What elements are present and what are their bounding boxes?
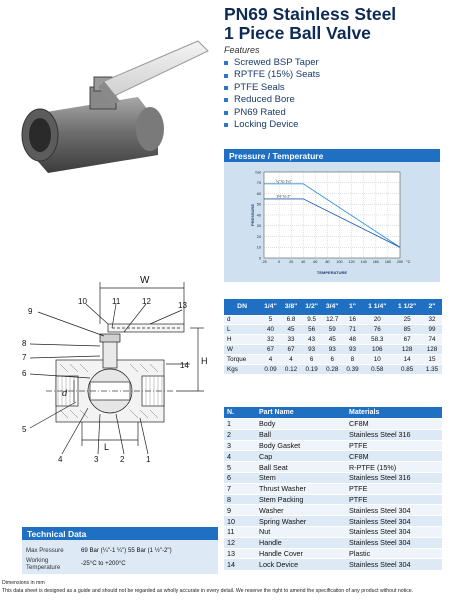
table-row: 12 Handle Stainless Steel 304 [224, 537, 442, 548]
x-tick-label: 80 [325, 260, 330, 264]
callout-10: 10 [78, 297, 87, 306]
working-temperature-row [26, 557, 214, 570]
col-header-part-name: Part Name [256, 407, 346, 419]
col-header: 1 1/4" [362, 299, 392, 315]
table-row: H 32 33 43 45 48 58.3 67 74 [224, 335, 442, 345]
y-tick-label: 50 [256, 202, 261, 207]
col-header-materials: Materials [346, 407, 442, 419]
callout-12: 12 [142, 297, 151, 306]
title-line-1: PN69 Stainless Steel [224, 4, 397, 24]
callout-7: 7 [22, 353, 27, 362]
table-row: 11 Nut Stainless Steel 304 [224, 526, 442, 537]
y-tick-label: 40 [256, 213, 261, 218]
x-axis-label: TEMPERATURE [316, 270, 348, 275]
callout-11: 11 [112, 297, 121, 306]
x-tick-label: 20 [289, 260, 294, 264]
table-row: 4 Cap CF8M [224, 451, 442, 462]
series-label: ¼" to 1¼" [276, 179, 292, 184]
feature-item: Screwed BSP Taper [224, 57, 454, 69]
table-row: L 40 45 56 59 71 76 85 99 [224, 325, 442, 335]
technical-data-panel [22, 540, 218, 574]
col-header-number: N. [224, 407, 256, 419]
bullet-icon [224, 98, 228, 102]
y-tick-label: 20 [256, 234, 261, 239]
x-tick-label: -25 [261, 260, 267, 264]
features-label: Features [224, 45, 260, 55]
series-label: 1½" to 2" [276, 194, 291, 199]
table-row: 5 Ball Seat R-PTFE (15%) [224, 462, 442, 473]
callout-9: 9 [28, 307, 33, 316]
callout-1: 1 [146, 455, 151, 464]
dimension-table [224, 299, 442, 374]
callout-2: 2 [120, 455, 125, 464]
title-line-2: 1 Piece Ball Valve [224, 23, 371, 43]
x-tick-label: 140 [360, 260, 367, 264]
x-tick-label: 180 [384, 260, 391, 264]
table-row: W 67 67 93 93 93 106 128 128 [224, 345, 442, 355]
x-tick-label: 200 [397, 260, 403, 264]
col-header: 1/2" [301, 299, 322, 315]
x-tick-label: 0 [278, 260, 281, 264]
feature-item: PTFE Seals [224, 82, 454, 94]
x-tick-label: 160 [372, 260, 379, 264]
x-tick-label: 40 [301, 260, 306, 264]
callout-3: 3 [94, 455, 99, 464]
col-header: 1" [342, 299, 362, 315]
feature-item: Reduced Bore [224, 94, 454, 106]
table-row: d 5 6.8 9.5 12.7 16 20 25 32 [224, 315, 442, 325]
bullet-icon [224, 61, 228, 65]
y-tick-label: 0 [258, 256, 261, 261]
parts-header-row [224, 407, 442, 419]
callout-14: 14 [180, 361, 189, 370]
dim-label-d: d [62, 388, 68, 398]
feature-item: RPTFE (15%) Seats [224, 69, 454, 81]
working-temperature-label: Working Temperature [26, 556, 61, 571]
table-row: Torque 4 4 6 6 8 10 14 15 [224, 355, 442, 365]
dim-label-h: H [201, 356, 208, 366]
callout-6: 6 [22, 369, 27, 378]
max-pressure-row [26, 544, 214, 557]
x-tick-label: 100 [336, 260, 343, 264]
parts-table [224, 407, 442, 570]
product-title [224, 5, 454, 43]
callout-4: 4 [58, 455, 63, 464]
dimension-header-row [224, 299, 442, 315]
y-tick-label: 70 [256, 181, 261, 186]
col-header: 2" [422, 299, 442, 315]
callout-8: 8 [22, 339, 27, 348]
valve-section-drawing [0, 268, 222, 480]
table-row: 6 Stem Stainless Steel 316 [224, 472, 442, 483]
pressure-temperature-header: Pressure / Temperature [224, 149, 440, 162]
x-tick-labels [261, 260, 403, 264]
x-unit-label: °C [406, 259, 411, 264]
col-header: 1 1/2" [392, 299, 422, 315]
col-header: 3/8" [281, 299, 302, 315]
callout-5: 5 [22, 425, 27, 434]
table-row: 10 Spring Washer Stainless Steel 304 [224, 516, 442, 527]
y-tick-label: 10 [256, 245, 261, 250]
bullet-icon [224, 123, 228, 127]
working-temperature-value: -25°C to +200°C [81, 560, 126, 567]
col-header: DN [224, 299, 260, 315]
max-pressure-value: 69 Bar (¼"-1 ¼") 55 Bar (1 ½"-2") [81, 547, 172, 554]
y-tick-label: 60 [256, 191, 261, 196]
bullet-icon [224, 74, 228, 78]
disclaimer: This data sheet is designed as a guide and should not be regarded as wholly accurate in every detail. We reserve the right to amend the specification of any product without notice. [2, 588, 414, 594]
col-header: 3/4" [322, 299, 343, 315]
pressure-temperature-panel [224, 162, 440, 282]
y-tick-label: 30 [256, 224, 261, 229]
y-tick-labels [256, 170, 262, 260]
table-row: 1 Body CF8M [224, 419, 442, 430]
table-row: 2 Ball Stainless Steel 316 [224, 429, 442, 440]
bullet-icon [224, 86, 228, 90]
max-pressure-label: Max Pressure [26, 547, 64, 554]
bullet-icon [224, 111, 228, 115]
feature-item: Locking Device [224, 119, 454, 131]
y-tick-label: bar [255, 170, 261, 175]
pressure-temperature-chart [224, 162, 440, 282]
dim-label-l: L [104, 442, 110, 452]
table-row: 3 Body Gasket PTFE [224, 440, 442, 451]
table-row: 14 Lock Device Stainless Steel 304 [224, 559, 442, 570]
x-tick-label: 60 [313, 260, 318, 264]
table-row: 13 Handle Cover Plastic [224, 548, 442, 559]
feature-item: PN69 Rated [224, 107, 454, 119]
technical-data-header: Technical Data [22, 527, 218, 540]
dim-label-w: W [140, 275, 150, 286]
col-header: 1/4" [260, 299, 281, 315]
table-row: 8 Stem Packing PTFE [224, 494, 442, 505]
x-tick-label: 120 [348, 260, 355, 264]
valve-photo [8, 35, 218, 175]
table-row: Kgs 0.09 0.12 0.19 0.28 0.39 0.58 0.85 1.35 [224, 364, 442, 374]
table-row: 7 Thrust Washer PTFE [224, 483, 442, 494]
y-axis-label: PRESSURE [250, 203, 255, 227]
table-row: 9 Washer Stainless Steel 304 [224, 505, 442, 516]
features-list [224, 57, 454, 131]
dimensions-note: Dimensions in mm [2, 580, 45, 586]
callout-13: 13 [178, 301, 187, 310]
